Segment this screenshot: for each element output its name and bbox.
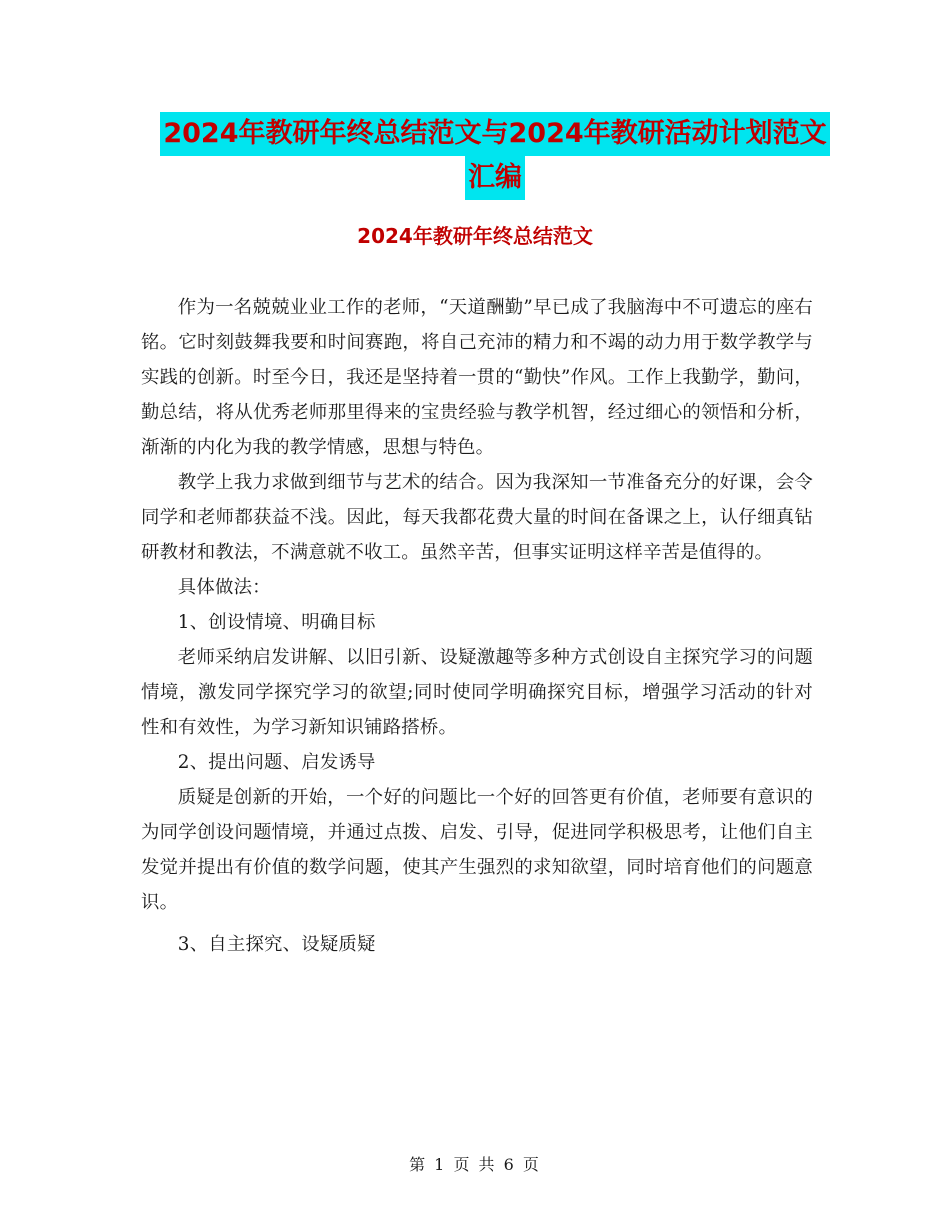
list-heading: 1、创设情境、明确目标 — [177, 612, 376, 633]
title-line-2: 汇编 — [465, 156, 525, 200]
document-title — [140, 112, 850, 200]
paragraph: 具体做法： — [177, 577, 271, 598]
list-heading: 2、提出问题、启发诱导 — [177, 752, 376, 773]
list-heading: 3、自主探究、设疑质疑 — [177, 934, 376, 955]
paragraph: 老师采纳启发讲解、以旧引新、设疑激趣等多种方式创设自主探究学习的问题情境，激发同学探究学习的欲望;同时使同学明确探究目标，增强学习活动的针对性和有效性，为学习新知识铺路搭桥。 — [141, 647, 813, 738]
body-text — [141, 290, 813, 962]
paragraph: 作为一名兢兢业业工作的老师，“天道酬勤”早已成了我脑海中不可遗忘的座右铭。它时刻鼓舞我要和时间赛跑，将自己充沛的精力和不竭的动力用于数学教学与实践的创新。时至今日，我还是坚持着一贯的“勤快”作风。工作上我勤学，勤问，勤总结，将从优秀老师那里得来的宝贵经验与教学机智，经过细心的领悟和分析，渐渐的内化为我的教学情感，思想与特色。 — [141, 297, 813, 458]
paragraph: 质疑是创新的开始，一个好的问题比一个好的回答更有价值，老师要有意识的为同学创设问题情境，并通过点拨、启发、引导，促进同学积极思考，让他们自主发觉并提出有价值的数学问题，使其产生强烈的求知欲望，同时培育他们的问题意识。 — [141, 787, 813, 913]
paragraph: 教学上我力求做到细节与艺术的结合。因为我深知一节准备充分的好课，会令同学和老师都获益不浅。因此，每天我都花费大量的时间在备课之上，认仔细真钻研教材和教法，不满意就不收工。虽然辛苦，但事实证明这样辛苦是值得的。 — [141, 472, 813, 563]
page-footer: 第 1 页 共 6 页 — [409, 1155, 541, 1174]
section-title: 2024年教研年终总结范文 — [357, 224, 593, 248]
title-line-1: 2024年教研年终总结范文与2024年教研活动计划范文 — [160, 112, 829, 156]
